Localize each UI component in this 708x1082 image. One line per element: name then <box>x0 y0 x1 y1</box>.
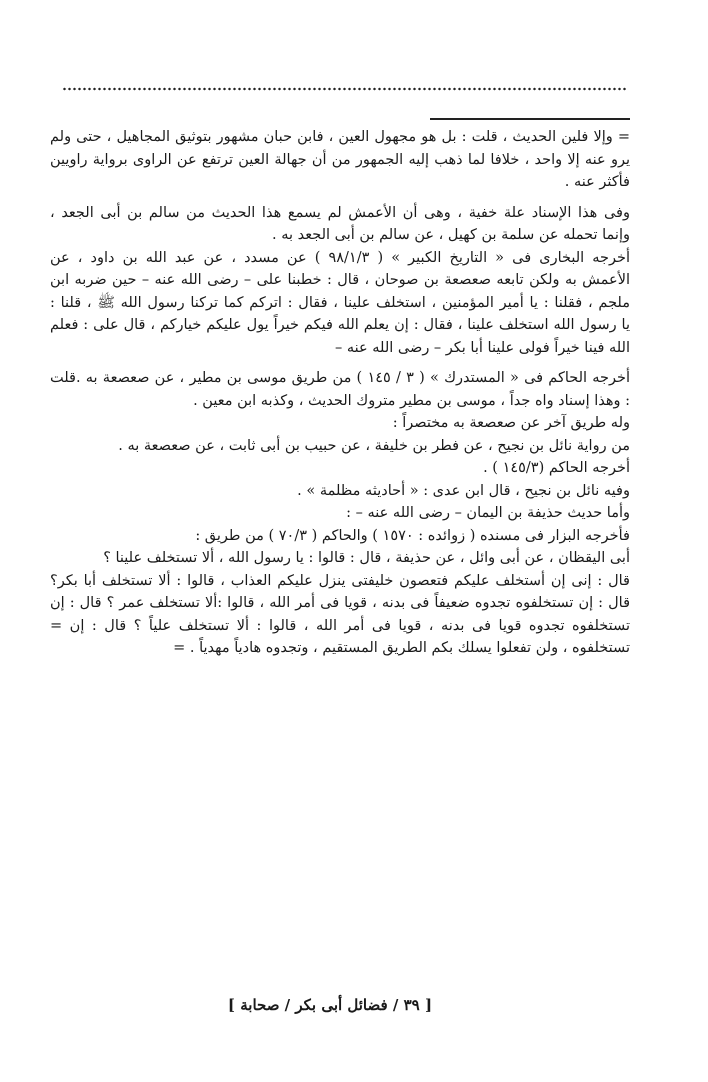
text-line: الله فينا خيراً فولى علينا أبا بكر – رضى الله عنه – <box>335 339 630 356</box>
text-line: من رواية نائل بن نجيح ، عن فطر بن خليفة ، عن حبيب بن أبى ثابت ، عن صعصعة به . <box>118 437 630 454</box>
text-line: = وإلا فلين الحديث ، قلت : بل هو مجهول العين ، فابن حبان مشهور بتوثيق المجاهيل ، حتى ولم <box>50 129 630 145</box>
text-line: قال : إن تستخلفوه تجدوه ضعيفاً فى بدنه ، قويا فى أمر الله ، قالوا :ألا تستخلف عمر ؟ قال : إن <box>50 595 630 611</box>
text-line: أخرجه البخارى فى « التاريخ الكبير » ( ٩٨/١/٣ ) عن مسدد ، عن عبد الله بن داود ، عن <box>50 249 630 266</box>
text-line: تستخلفوه تجدوه قويا فى بدنه ، قويا فى أمر الله ، قالوا : ألا تستخلف علياً ؟ قال : إن = <box>50 617 630 634</box>
text-line: أخرجه الحاكم فى « المستدرك » ( ٣ / ١٤٥ ) من طريق موسى بن مطير ، عن صعصعة به .قلت <box>50 370 631 386</box>
text-line: تستخلفوه ، ولن تفعلوا يسلك بكم الطريق المستقيم ، وتجدوه هادياً مهدياً . = <box>173 640 630 656</box>
footnote-rule <box>430 118 630 120</box>
text-line: قال : إنى إن أستخلف عليكم فتعصون خليفتى ينزل عليكم العذاب ، قالوا : ألا تستخلف أبا بكر؟ <box>50 572 630 589</box>
text-line: ملجم ، فقلنا : يا أمير المؤمنين ، استخلف علينا ، فقال : اتركم كما تركنا رسول الله ﷺ ، قلنا : <box>50 294 630 311</box>
text-line: الأعمش به ولكن تابعه صعصعة بن صوحان ، قال : خطبنا على – رضى الله عنه – حين ضربه ابن <box>50 272 630 288</box>
text-line: وإنما تحمله عن سلمة بن كهيل ، عن سالم بن أبى الجعد به . <box>271 227 630 243</box>
text-line: فأكثر عنه . <box>564 174 630 190</box>
text-line: وفى هذا الإسناد علة خفية ، وهى أن الأعمش لم يسمع هذا الحديث من سالم بن أبى الجعد ، <box>50 204 630 221</box>
text-line: وله طريق آخر عن صعصعة به مختصراً : <box>392 415 630 431</box>
text-line: أبى اليقظان ، عن أبى وائل ، عن حذيفة ، قال : قالوا : يا رسول الله ، ألا تستخلف علينا ؟ <box>103 550 630 566</box>
text-line: وفيه نائل بن نجيح ، قال ابن عدى : « أحاديثه مظلمة » . <box>297 482 630 499</box>
page-footer: [ ٣٩ / فضائل أبى بكر / صحابة ] <box>227 996 433 1014</box>
text-line: : وهذا إسناد واه جداً ، موسى بن مطير متروك الحديث ، وكذبه ابن معين . <box>193 392 630 409</box>
text-line: يا رسول الله استخلف علينا ، فقال : إن يعلم الله فيكم خيراً يول عليكم خياركم ، قال على : فعلم <box>50 317 630 333</box>
dotted-separator <box>62 86 628 92</box>
text-line: أخرجه الحاكم (١٤٥/٣ ) . <box>483 460 630 476</box>
text-line: فأخرجه البزار فى مسنده ( زوائده : ١٥٧٠ ) والحاكم ( ٧٠/٣ ) من طريق : <box>195 527 630 544</box>
text-line: يرو عنه إلا واحد ، خلافا لما ذهب إليه الجمهور من أن جهالة العين ترتفع عن الراوى برواية راويين <box>50 151 630 168</box>
text-line: وأما حديث حذيفة بن اليمان – رضى الله عنه – : <box>346 505 630 521</box>
footnote-text <box>50 126 630 660</box>
